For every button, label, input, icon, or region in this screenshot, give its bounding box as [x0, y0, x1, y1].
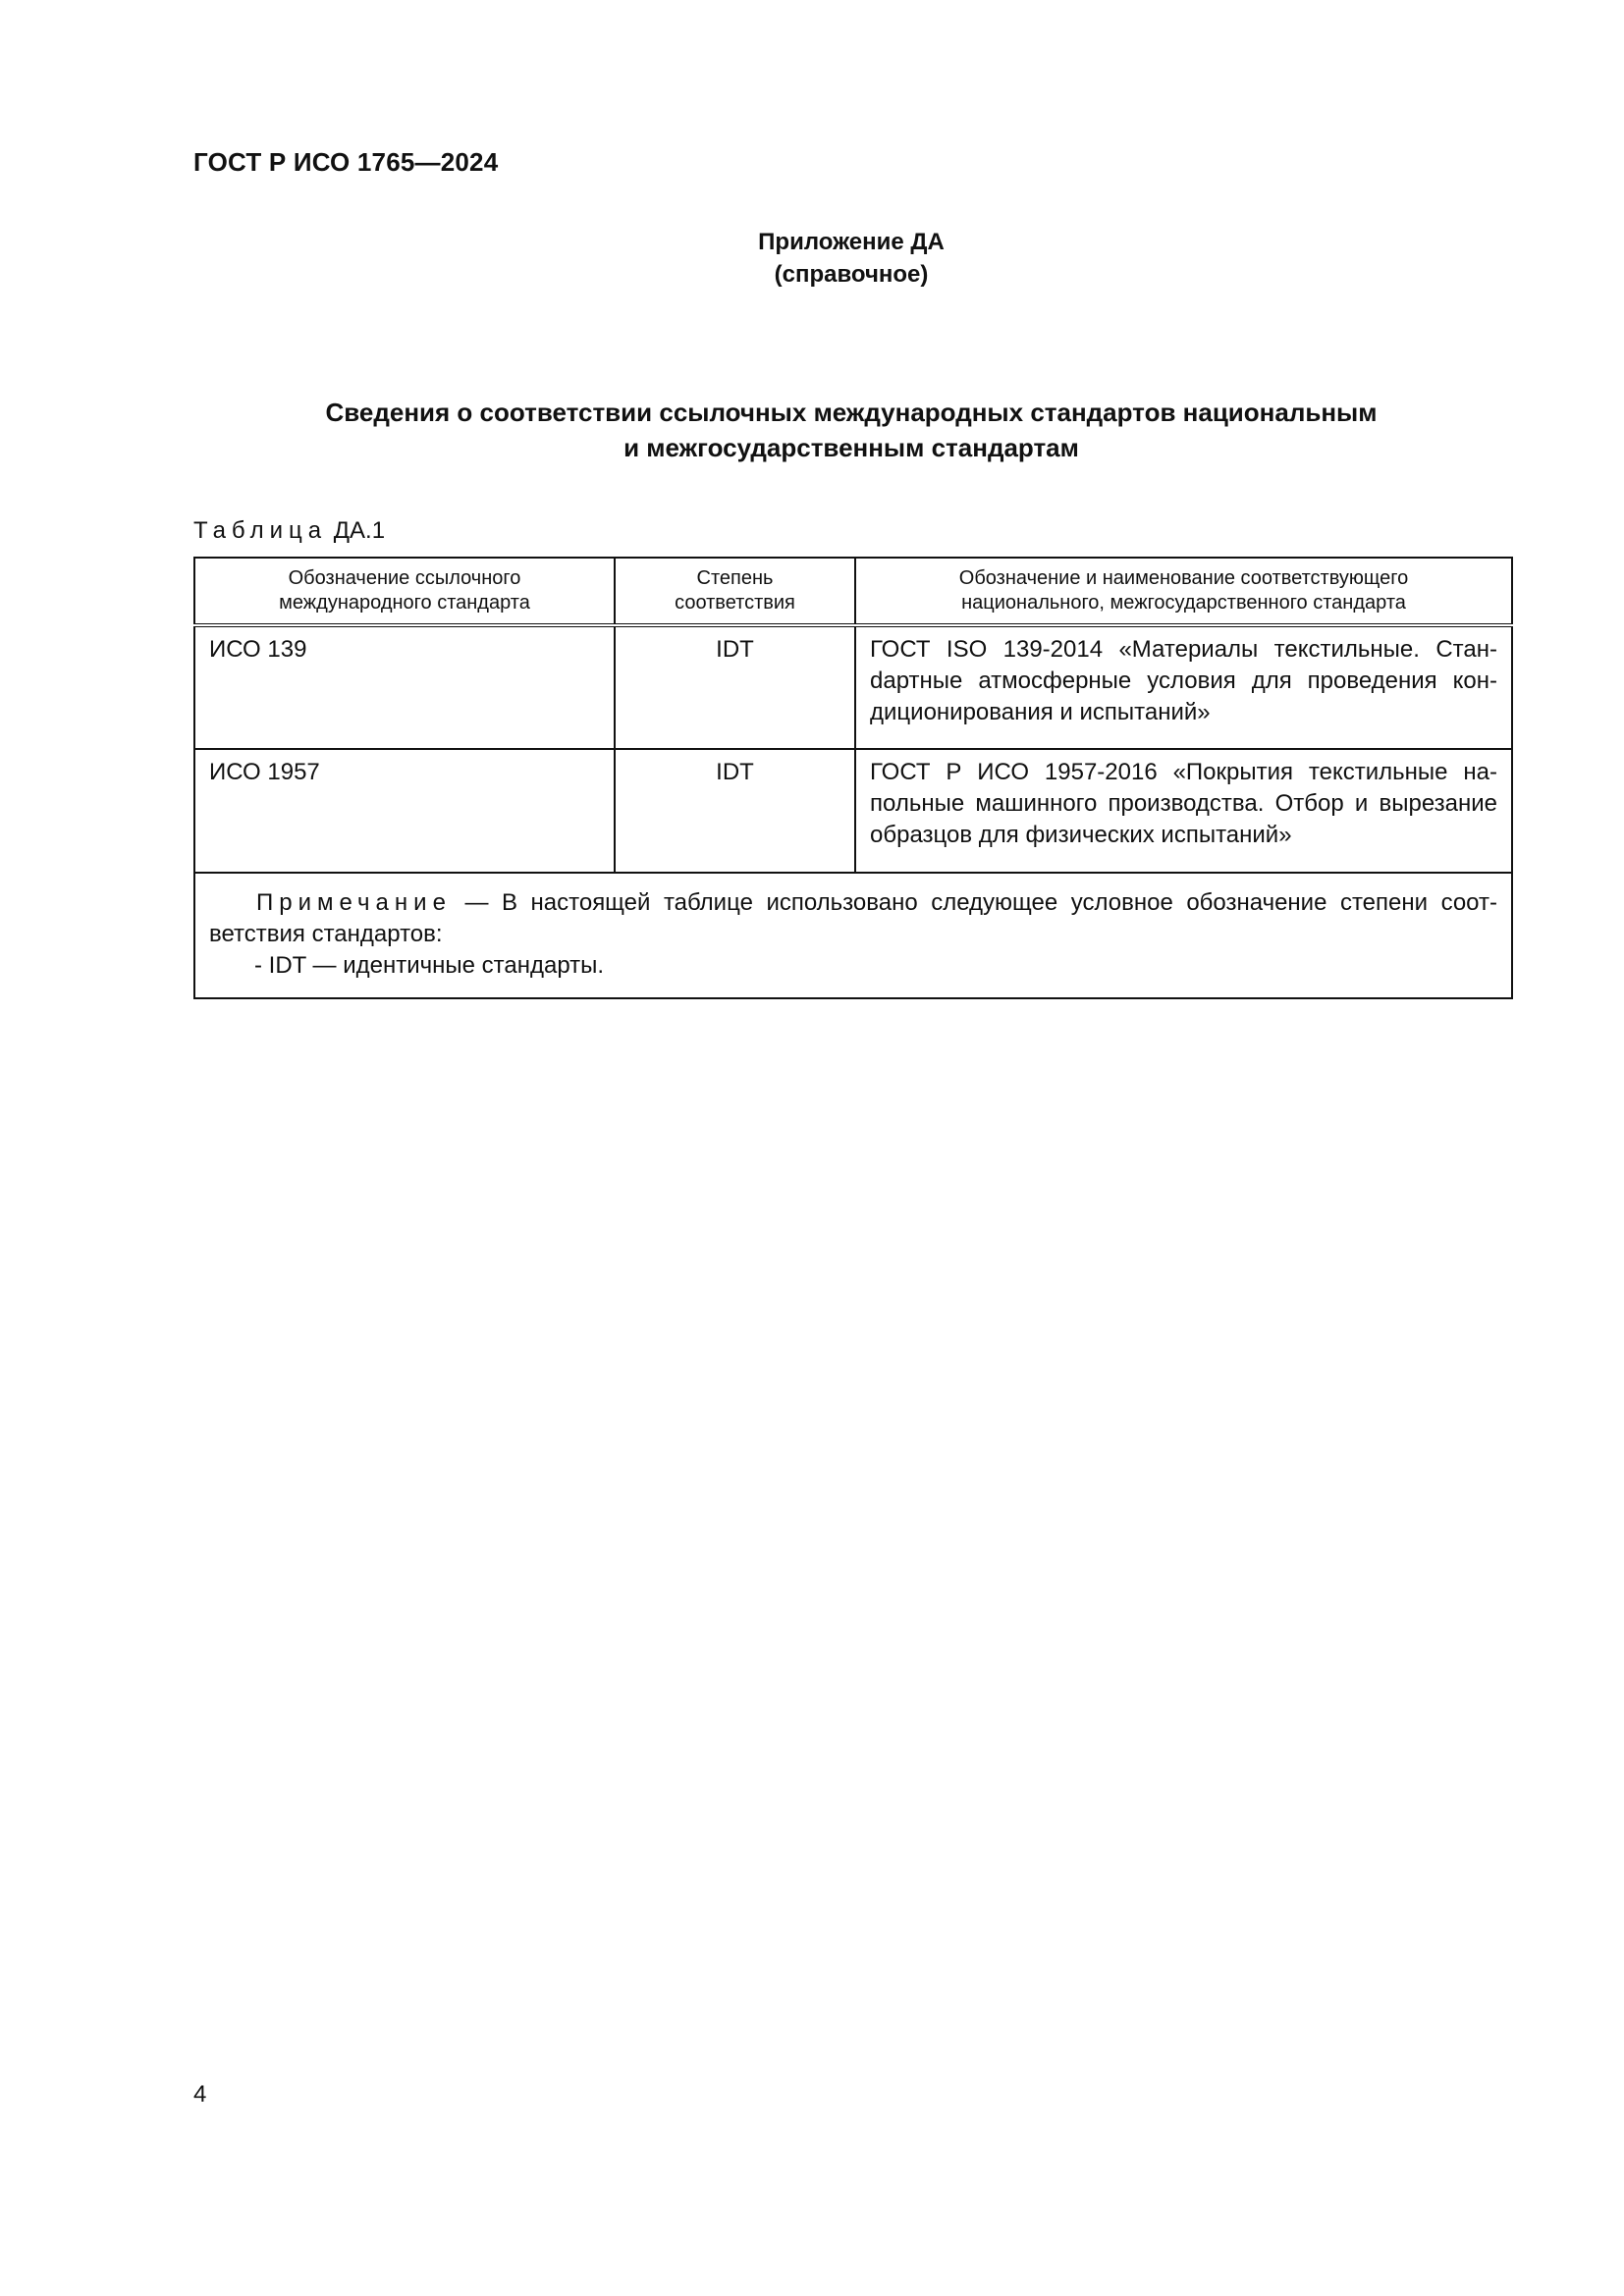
- page-number: 4: [193, 2081, 207, 2108]
- annex-subtitle: (справочное): [774, 261, 929, 288]
- cell-designation: ИСО 139: [194, 625, 615, 749]
- table-row: [194, 625, 1512, 749]
- section-title-line-2: и межгосударственным стандартам: [623, 433, 1079, 462]
- document-header: ГОСТ Р ИСО 1765—2024: [193, 147, 499, 177]
- cell-degree: IDT: [615, 625, 855, 749]
- note-text: [209, 887, 1497, 950]
- section-title-line-1: Сведения о соответствии ссылочных международных стандартов национальным: [325, 398, 1378, 427]
- table-caption-label: Таблица: [193, 517, 328, 544]
- header-international-designation: Обозначение ссылочного международного стандарта: [194, 558, 615, 625]
- standards-correspondence-table: [193, 557, 1513, 999]
- table-caption: [193, 517, 385, 545]
- annex-heading: [0, 226, 1624, 291]
- header-degree-of-correspondence: Степень соответствия: [615, 558, 855, 625]
- table-caption-number: ДА.1: [333, 517, 386, 544]
- note-label: Примечание: [256, 889, 452, 916]
- section-title: [193, 395, 1509, 465]
- cell-designation: ИСО 1957: [194, 749, 615, 873]
- table-note-row: [194, 873, 1512, 998]
- cell-national-standard: ГОСТ Р ИСО 1957-2016 «Покрытия текстильные напольные машинного производства. Отбор и вырезание образцов для физических испытаний»: [855, 749, 1512, 873]
- cell-degree: IDT: [615, 749, 855, 873]
- cell-national-standard: ГОСТ ISO 139-2014 «Материалы текстильные. Станdартные атмосферные условия для проведения кондиционирования и испытаний»: [855, 625, 1512, 749]
- note-list-item: - IDT — идентичные стандарты.: [254, 952, 605, 979]
- table-row: [194, 749, 1512, 873]
- note-body: — В настоящей таблице использовано следующее условное обозначение степени соответствия стандартов:: [209, 889, 1497, 947]
- annex-title: Приложение ДА: [758, 229, 945, 255]
- table-header-row: [194, 558, 1512, 625]
- table-note: [194, 873, 1512, 998]
- header-national-standard: Обозначение и наименование соответствующего национального, межгосударственного стандарта: [855, 558, 1512, 625]
